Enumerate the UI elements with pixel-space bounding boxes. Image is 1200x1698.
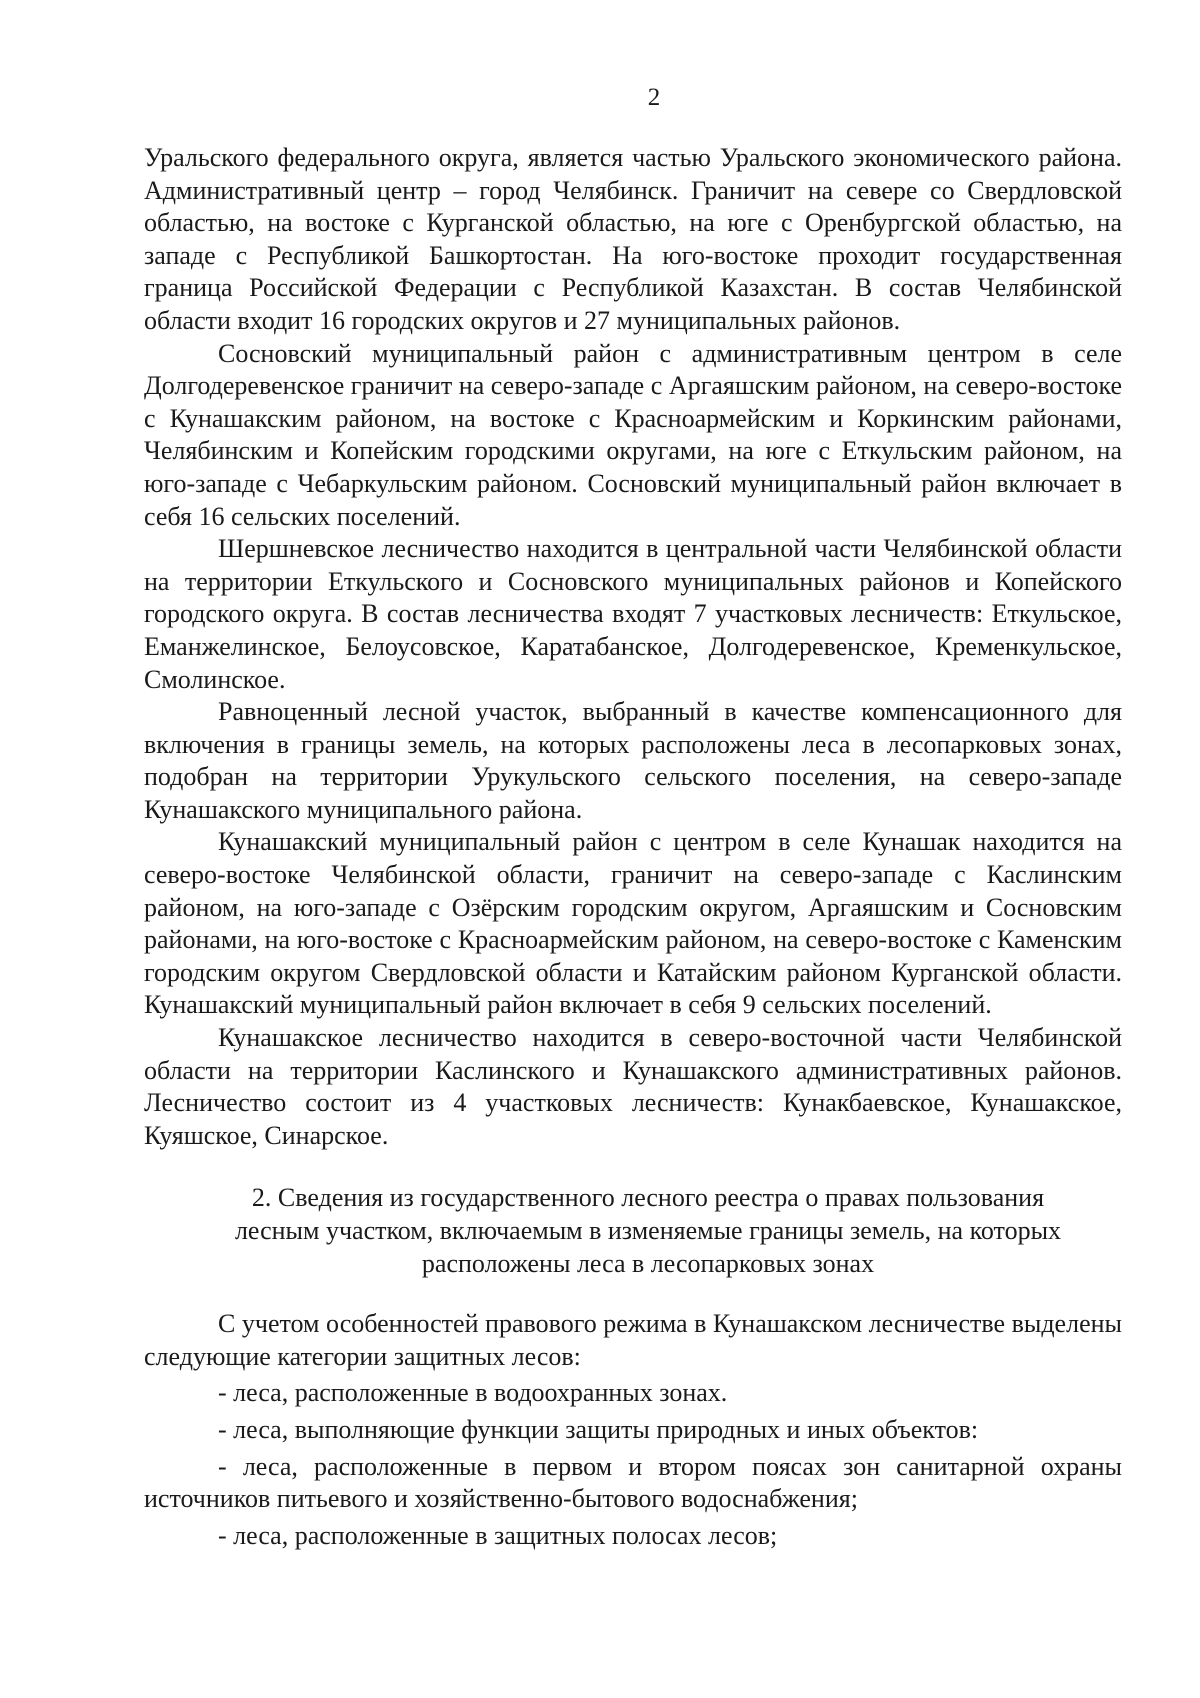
paragraph-chelyabinsk-region: Уральского федерального округа, является частью Уральского экономического района. Административный центр – город Челябинск. Граничит на севере со Свердловской областью, на востоке с Курганской областью, на юге с Оренбургской областью, на западе с Республикой Башкортостан. На юго-востоке проходит государственная граница Российской Федерации с Республикой Казахстан. В состав Челябинской области входит 16 городских округов и 27 муниципальных районов. bbox=[144, 143, 1122, 335]
paragraph-equivalent-forest-plot: Равноценный лесной участок, выбранный в качестве компенсационного для включения в границы земель, на которых расположены леса в лесопарковых зонах, подобран на территории Урукульского сельского поселения, на северо-западе Кунашакского муниципального района. bbox=[144, 697, 1122, 824]
section-heading-line: 2. Сведения из государственного лесного реестра о правах пользования bbox=[251, 1183, 1045, 1213]
list-item: - леса, расположенные в первом и втором поясах зон санитарной охраны источников питьевого и хозяйственно-бытового водоснабжения; bbox=[144, 1451, 1122, 1514]
document-page bbox=[144, 82, 1122, 1552]
section-heading bbox=[144, 1182, 1122, 1280]
list-item: - леса, расположенные в водоохранных зонах. bbox=[218, 1378, 728, 1408]
protective-forest-list bbox=[144, 1377, 1122, 1552]
paragraph-kunashak-forestry: Кунашакское лесничество находится в северо-восточной части Челябинской области на территории Каслинского и Кунашакского административных районов. Лесничество состоит из 4 участковых лесничеств: Кунакбаевское, Кунашакское, Куяшское, Синарское. bbox=[144, 1023, 1122, 1150]
paragraph-kunashak-district: Кунашакский муниципальный район с центром в селе Кунашак находится на северо-востоке Челябинской области, граничит на северо-западе с Каслинским районом, на юго-западе с Озёрским городским округом, Аргаяшским и Сосновским районами, на юго-востоке с Красноармейским районом, на северо-востоке с Каменским городским округом Свердловской области и Катайским районом Курганской области. Кунашакский муниципальный район включает в себя 9 сельских поселений. bbox=[144, 827, 1122, 1020]
page-number: 2 bbox=[647, 84, 661, 111]
list-item: - леса, расположенные в защитных полосах лесов; bbox=[218, 1520, 778, 1550]
list-item: - леса, выполняющие функции защиты природных и иных объектов: bbox=[218, 1414, 979, 1444]
section-intro: С учетом особенностей правового режима в Кунашакском лесничестве выделены следующие категории защитных лесов: bbox=[144, 1309, 1122, 1371]
paragraph-shershnevskoe-forestry: Шершневское лесничество находится в центральной части Челябинской области на территории Еткульского и Сосновского муниципальных районов и Копейского городского округа. В состав лесничества входят 7 участковых лесничеств: Еткульское, Еманжелинское, Белоусовское, Каратабанское, Долгодеревенское, Кременкульское, Смолинское. bbox=[144, 534, 1122, 694]
section-heading-line: расположены леса в лесопарковых зонах bbox=[421, 1248, 875, 1278]
section-heading-line: лесным участком, включаемым в изменяемые границы земель, на которых bbox=[234, 1216, 1062, 1245]
paragraph-sosnovsky-district: Сосновский муниципальный район с административным центром в селе Долгодеревенское граничит на северо-западе с Аргаяшским районом, на северо-востоке с Кунашакским районом, на востоке с Красноармейским и Коркинским районами, Челябинским и Копейским городскими округами, на юге с Еткульским районом, на юго-западе с Чебаркульским районом. Сосновский муниципальный район включает в себя 16 сельских поселений. bbox=[144, 338, 1122, 531]
